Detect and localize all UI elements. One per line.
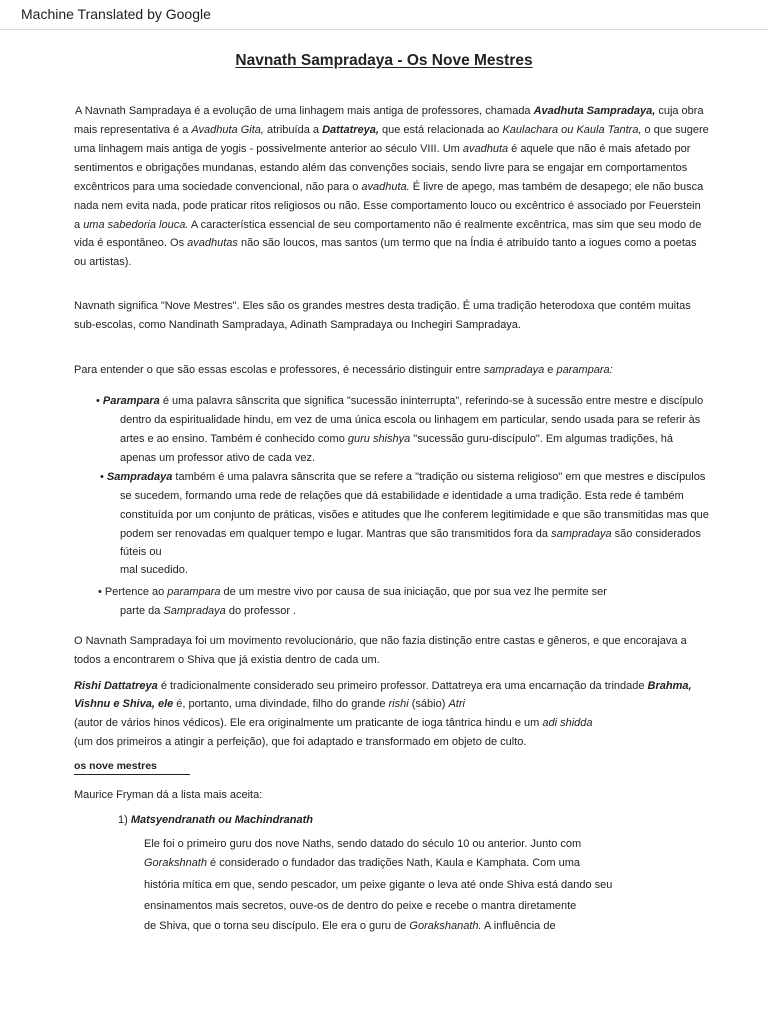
- page-title-text: Navnath Sampradaya - Os Nove Mestres: [235, 52, 533, 69]
- text-line: constituída por um conjunto de práticas, visões e atitudes que lhe conferem legitimidade e que são transmitidas mas que: [120, 509, 709, 521]
- text-line: história mítica em que, sendo pescador, um peixe gigante o leva até onde Shiva está dando seu: [144, 879, 613, 891]
- text-line: Para entender o que são essas escolas e professores, é necessário distinguir entre sampradaya e parampara:: [74, 364, 613, 376]
- text-line: Navnath significa "Nove Mestres". Eles são os grandes mestres desta tradição. É uma tradição heterodoxa que contém muitas: [74, 300, 691, 312]
- text-line: sub-escolas, como Nandinath Sampradaya, Adinath Sampradaya ou Inchegiri Sampradaya.: [74, 319, 521, 331]
- text-line: parte da Sampradaya do professor .: [120, 605, 297, 617]
- text-line: podem ser renovadas em qualquer tempo e lugar. Mantras que são transmitidos fora da sampradaya são considerados: [120, 528, 701, 540]
- text-line: dentro da espiritualidade hindu, em vez de uma única escola ou linhagem em particular, sendo usada para se referir às: [120, 414, 701, 426]
- text-line: mal sucedido.: [120, 564, 188, 576]
- text-line: de Shiva, que o torna seu discípulo. Ele era o guru de Gorakshanath. A influência de: [144, 920, 556, 932]
- text-line: 1) Matsyendranath ou Machindranath: [118, 814, 313, 826]
- text-line: Vishnu e Shiva, ele é, portanto, uma divindade, filho do grande rishi (sábio) Atri: [74, 698, 465, 710]
- text-line: (autor de vários hinos védicos). Ele era originalmente um praticante de ioga tântrica hindu e um adi shidda: [74, 717, 593, 729]
- text-line: nada nem evita nada, pode praticar ritos religiosos ou não. Esse comportamento louco ou excêntrico é associado por Feuerstein: [74, 200, 701, 212]
- text-line: • Pertence ao parampara de um mestre vivo por causa de sua iniciação, que por sua vez lhe permite ser: [98, 586, 607, 598]
- text-line: apenas um professor ativo de cada vez.: [120, 452, 316, 464]
- text-line: vida é espontâneo. Os avadhutas não são loucos, mas santos (um termo que na Índia é atribuído tanto a iogues como a poetas: [74, 237, 697, 249]
- text-line: sentimentos e obrigações mundanas, estando além das convenções sociais, sendo livre para se engajar em comportamentos: [74, 162, 688, 174]
- text-line: fúteis ou: [120, 546, 162, 558]
- text-line: O Navnath Sampradaya foi um movimento revolucionário, que não fazia distinção entre castas e gêneros, e que encorajava a: [74, 635, 687, 647]
- text-line: A Navnath Sampradaya é a evolução de uma linhagem mais antiga de professores, chamada Avadhuta Sampradaya, cuja obra: [75, 105, 704, 117]
- text-line: Rishi Dattatreya é tradicionalmente considerado seu primeiro professor. Dattatreya era uma encarnação da trindade Brahma,: [74, 680, 692, 692]
- section-heading: os nove mestres: [74, 760, 190, 775]
- text-line: • Parampara é uma palavra sânscrita que significa "sucessão ininterrupta", referindo-se à sucessão entre mestre e discípulo: [96, 395, 704, 407]
- text-line: Maurice Fryman dá a lista mais aceita:: [74, 789, 263, 801]
- text-line: excêntricos para uma sociedade convencional, não para o avadhuta. É livre de apego, mas também de desapego; ele não busca: [74, 181, 704, 193]
- text-line: uma linhagem mais antiga de yogis - possivelmente anterior ao século VIII. Um avadhuta é aquele que não é mais afetado por: [74, 143, 691, 155]
- text-line: ou artistas).: [74, 256, 132, 268]
- text-line: • Sampradaya também é uma palavra sânscrita que se refere a "tradição ou sistema religioso" em que mestres e discípulos: [100, 471, 706, 483]
- text-line: ensinamentos mais secretos, ouve-os de dentro do peixe e recebe o mantra diretamente: [144, 900, 577, 912]
- text-line: Ele foi o primeiro guru dos nove Naths, sendo datado do século 10 ou anterior. Junto com: [144, 838, 582, 850]
- text-line: (um dos primeiros a atingir a perfeição), que foi adaptado e transformado em objeto de culto.: [74, 736, 527, 748]
- text-line: a uma sabedoria louca. A característica essencial de seu comportamento não é realmente excêntrica, mas sim que seu modo de: [74, 219, 702, 231]
- text-line: se sucedem, formando uma rede de relações que dá estabilidade e identidade a uma tradição. Esta rede é também: [120, 490, 684, 502]
- translation-banner-label: Machine Translated by Google: [21, 6, 211, 22]
- text-line: mais representativa é a Avadhuta Gita, atribuída a Dattatreya, que está relacionada ao Kaulachara ou Kaula Tantra, o que sugere: [74, 124, 709, 136]
- page-title: [0, 52, 768, 70]
- text-line: Gorakshnath é considerado o fundador das tradições Nath, Kaula e Kamphata. Com uma: [144, 857, 580, 869]
- text-line: artes e ao ensino. Também é conhecido como guru shishya "sucessão guru-discípulo". Em algumas tradições, há: [120, 433, 674, 445]
- translation-banner: [0, 0, 768, 30]
- text-line: todos a encontrarem o Shiva que já existia dentro de cada um.: [74, 654, 380, 666]
